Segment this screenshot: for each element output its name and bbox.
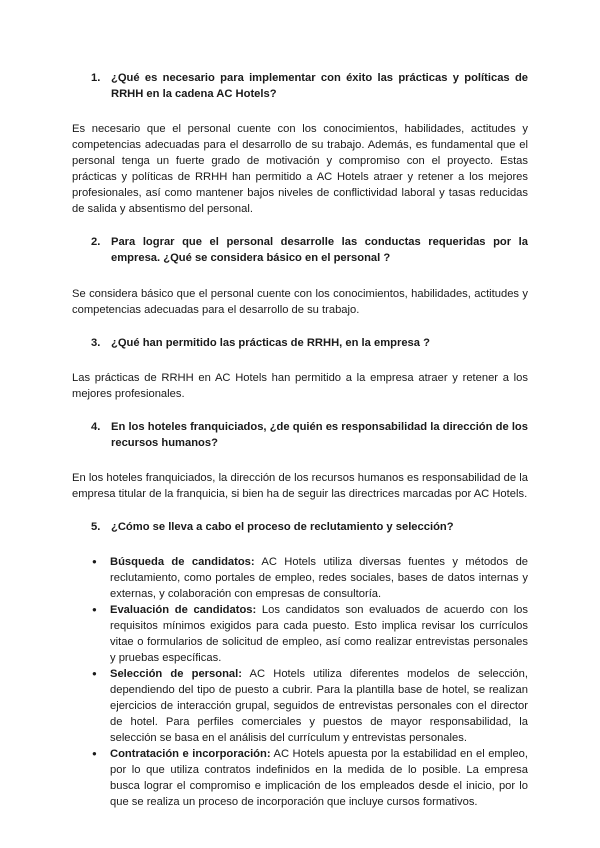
bullet-icon: ● (92, 669, 97, 678)
question-text: En los hoteles franquiciados, ¿de quién es responsabilidad la dirección de los recursos humanos? (111, 421, 528, 449)
question-number: 5. (91, 521, 101, 533)
list-item (72, 554, 528, 602)
bullet-icon: ● (92, 557, 97, 566)
question-number: 4. (91, 421, 101, 433)
question-number: 1. (91, 72, 101, 84)
question-text: ¿Qué han permitido las prácticas de RRHH, en la empresa ? (111, 337, 430, 349)
question-text: ¿Qué es necesario para implementar con éxito las prácticas y políticas de RRHH en la cadena AC Hotels? (111, 72, 528, 100)
bullet-lead: Selección de personal: (110, 668, 242, 680)
bullet-lead: Contratación e incorporación: (110, 748, 271, 760)
list-item (72, 746, 528, 810)
recruitment-steps-list (72, 554, 528, 810)
answer-4: En los hoteles franquiciados, la dirección de los recursos humanos es responsabilidad de la empresa titular de la franquicia, si bien ha de seguir las directrices marcadas por AC Hotels. (72, 472, 528, 500)
bullet-lead: Búsqueda de candidatos: (110, 556, 255, 568)
answer-1: Es necesario que el personal cuente con los conocimientos, habilidades, actitudes y competencias adecuadas para el desarrollo de su trabajo. Además, es fundamental que el personal tenga un fuerte grado de motivación y compromiso con el proyecto. Estas prácticas y políticas de RRHH han permitido a AC Hotels atraer y retener a los mejores profesionales, así como mantener bajos niveles de conflictividad laboral y tasas reducidas de salida y absentismo del personal. (72, 123, 528, 215)
bullet-text: AC Hotels utiliza diversas fuentes y métodos de reclutamiento, como portales de empleo, redes sociales, bases de datos internas y externas, y colaboración con empresas de consultoría. (110, 556, 529, 600)
question-2 (72, 234, 528, 266)
question-number: 3. (91, 337, 101, 349)
question-5 (72, 519, 528, 535)
answer-2: Se considera básico que el personal cuente con los conocimientos, habilidades, actitudes y competencias adecuadas para el desarrollo de su trabajo. (72, 288, 528, 316)
bullet-icon: ● (92, 749, 97, 758)
list-item (72, 602, 528, 666)
bullet-icon: ● (92, 605, 97, 614)
list-item (72, 666, 528, 746)
question-number: 2. (91, 236, 101, 248)
question-text: Para lograr que el personal desarrolle las conductas requeridas por la empresa. ¿Qué se considera básico en el personal ? (111, 236, 528, 264)
bullet-text: AC Hotels apuesta por la estabilidad en el empleo, por lo que utiliza contratos indefinidos en la medida de lo posible. La empresa busca lograr el compromiso e implicación de los empleados desde el inicio, por lo que se realiza un proceso de incorporación que incluye cursos formativos. (110, 748, 528, 808)
bullet-lead: Evaluación de candidatos: (110, 604, 257, 616)
bullet-text: Los candidatos son evaluados de acuerdo con los requisitos mínimos exigidos para cada puesto. Esto implica revisar los currículos vitae o formularios de solicitud de empleo, así como realizar entrevistas personales y pruebas específicas. (110, 604, 528, 664)
document-page (72, 70, 528, 810)
question-1 (72, 70, 528, 102)
answer-3: Las prácticas de RRHH en AC Hotels han permitido a la empresa atraer y retener a los mejores profesionales. (72, 372, 528, 400)
question-3 (72, 335, 528, 351)
bullet-text: AC Hotels utiliza diferentes modelos de selección, dependiendo del tipo de puesto a cubrir. Para la plantilla base de hotel, se realizan ejercicios de interacción grupal, seguidos de entrevistas personales con el director de hotel. Para perfiles comerciales y puestos de mayor responsabilidad, la selección se basa en el análisis del currículum y entrevistas personales. (110, 668, 528, 744)
question-4 (72, 419, 528, 451)
question-text: ¿Cómo se lleva a cabo el proceso de reclutamiento y selección? (111, 521, 454, 533)
